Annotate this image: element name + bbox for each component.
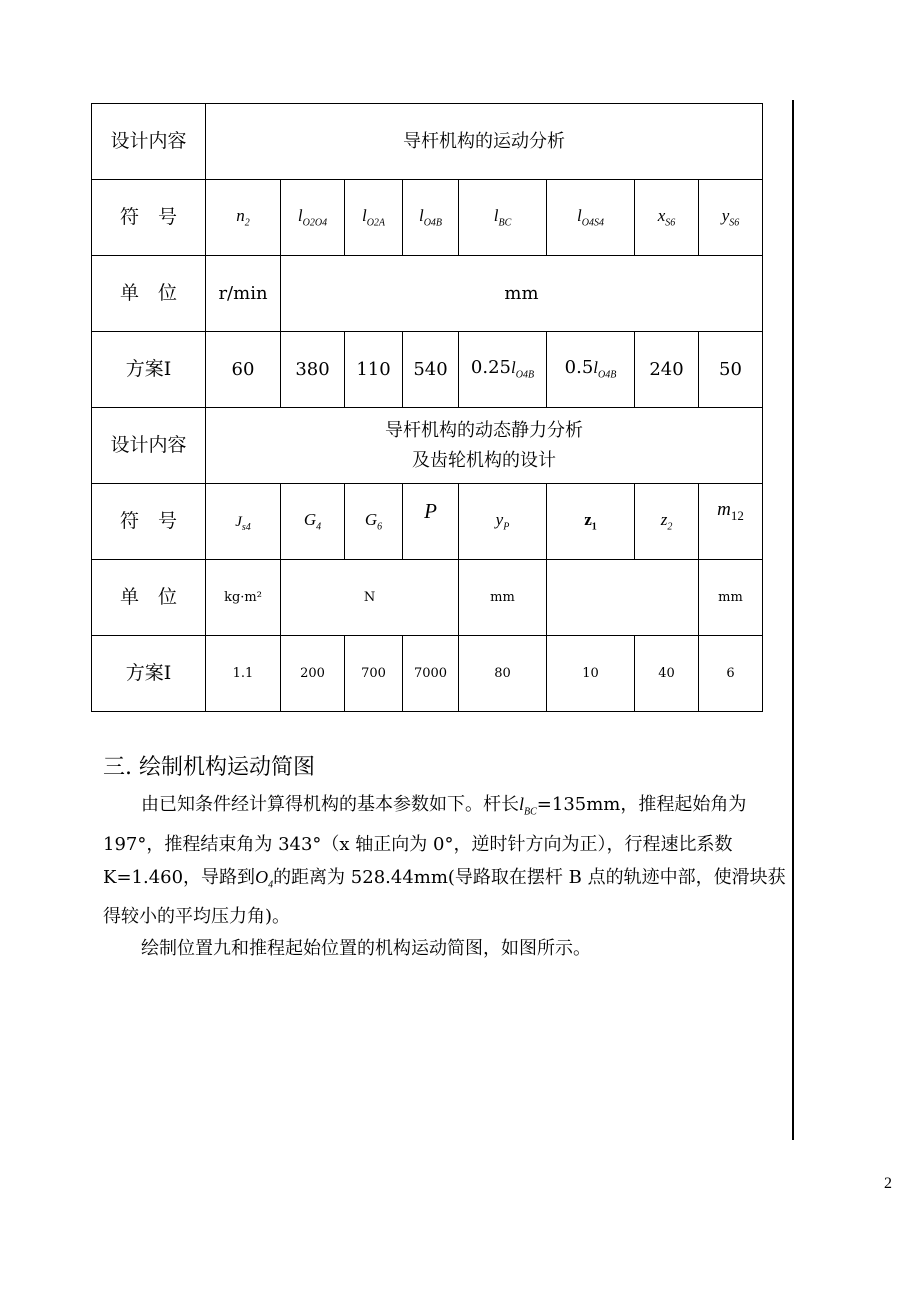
symbol-cell: $m_{12}$ — [699, 484, 763, 560]
symbol-cell: $l_{BC}$ — [459, 180, 547, 256]
row-label-plan: 方案Ⅰ — [92, 636, 206, 712]
symbol-cell: P — [403, 484, 459, 560]
value-cell: 540 — [403, 332, 459, 408]
section2-title: 导杆机构的动态静力分析 及齿轮机构的设计 — [206, 408, 763, 484]
row-label-symbol: 符 号 — [92, 484, 206, 560]
value-cell: 50 — [699, 332, 763, 408]
table-row — [92, 256, 763, 332]
symbol-cell: $z_2$ — [635, 484, 699, 560]
symbol-cell: $n_2$ — [206, 180, 281, 256]
symbol-cell: $z_1$ — [547, 484, 635, 560]
value-cell: 700 — [345, 636, 403, 712]
symbol-cell: $l_{O4S4}$ — [547, 180, 635, 256]
value-cell: 10 — [547, 636, 635, 712]
value-cell: $0.25l_{O4B}$ — [459, 332, 547, 408]
value-cell: 6 — [699, 636, 763, 712]
symbol-cell: $y_{S6}$ — [699, 180, 763, 256]
value-cell: 7000 — [403, 636, 459, 712]
table-row — [92, 332, 763, 408]
parameter-table — [91, 103, 763, 712]
symbol-cell: $x_{S6}$ — [635, 180, 699, 256]
table-row — [92, 636, 763, 712]
value-cell: $0.5l_{O4B}$ — [547, 332, 635, 408]
unit-cell: mm — [459, 560, 547, 636]
table-row — [92, 408, 763, 484]
section1-title: 导杆机构的运动分析 — [206, 104, 763, 180]
unit-cell: mm — [281, 256, 763, 332]
symbol-cell: $G_4$ — [281, 484, 345, 560]
symbol-cell: $l_{O2O4}$ — [281, 180, 345, 256]
unit-cell: kg·m² — [206, 560, 281, 636]
unit-cell: mm — [699, 560, 763, 636]
margin-rule — [792, 100, 794, 1140]
value-cell: 240 — [635, 332, 699, 408]
table-row — [92, 180, 763, 256]
body-text — [103, 788, 795, 965]
symbol-cell: $l_{O2A}$ — [345, 180, 403, 256]
row-label-design: 设计内容 — [92, 104, 206, 180]
row-label-unit: 单 位 — [92, 560, 206, 636]
page-number: 2 — [884, 1175, 892, 1192]
value-cell: 200 — [281, 636, 345, 712]
value-cell: 80 — [459, 636, 547, 712]
row-label-design: 设计内容 — [92, 408, 206, 484]
symbol-cell: $G_6$ — [345, 484, 403, 560]
unit-cell: r/min — [206, 256, 281, 332]
row-label-symbol: 符 号 — [92, 180, 206, 256]
row-label-unit: 单 位 — [92, 256, 206, 332]
table-row — [92, 104, 763, 180]
unit-cell — [547, 560, 699, 636]
paragraph-drawing: 绘制位置九和推程起始位置的机构运动简图，如图所示。 — [141, 938, 591, 960]
symbol-cell: $l_{O4B}$ — [403, 180, 459, 256]
section-title: 三. 绘制机构运动简图 — [103, 755, 315, 780]
symbol-cell: $y_P$ — [459, 484, 547, 560]
table-row — [92, 560, 763, 636]
paragraph-parameters: 由已知条件经计算得机构的基本参数如下。杆长$l_{BC}=135mm$，推程起始角为 197°，推程结束角为 343°（x 轴正向为 0°，逆时针方向为正），行程速比系数 K=1.460，导路到$O_4$的距离为 528.44mm(导路取在摆杆 B 点的轨迹中部，使滑块获得较小的平均压力角)。 — [103, 794, 786, 928]
value-cell: 110 — [345, 332, 403, 408]
value-cell: 40 — [635, 636, 699, 712]
symbol-cell: $J_{s4}$ — [206, 484, 281, 560]
value-cell: 60 — [206, 332, 281, 408]
table-row — [92, 484, 763, 560]
value-cell: 380 — [281, 332, 345, 408]
unit-cell: N — [281, 560, 459, 636]
row-label-plan: 方案Ⅰ — [92, 332, 206, 408]
value-cell: 1.1 — [206, 636, 281, 712]
